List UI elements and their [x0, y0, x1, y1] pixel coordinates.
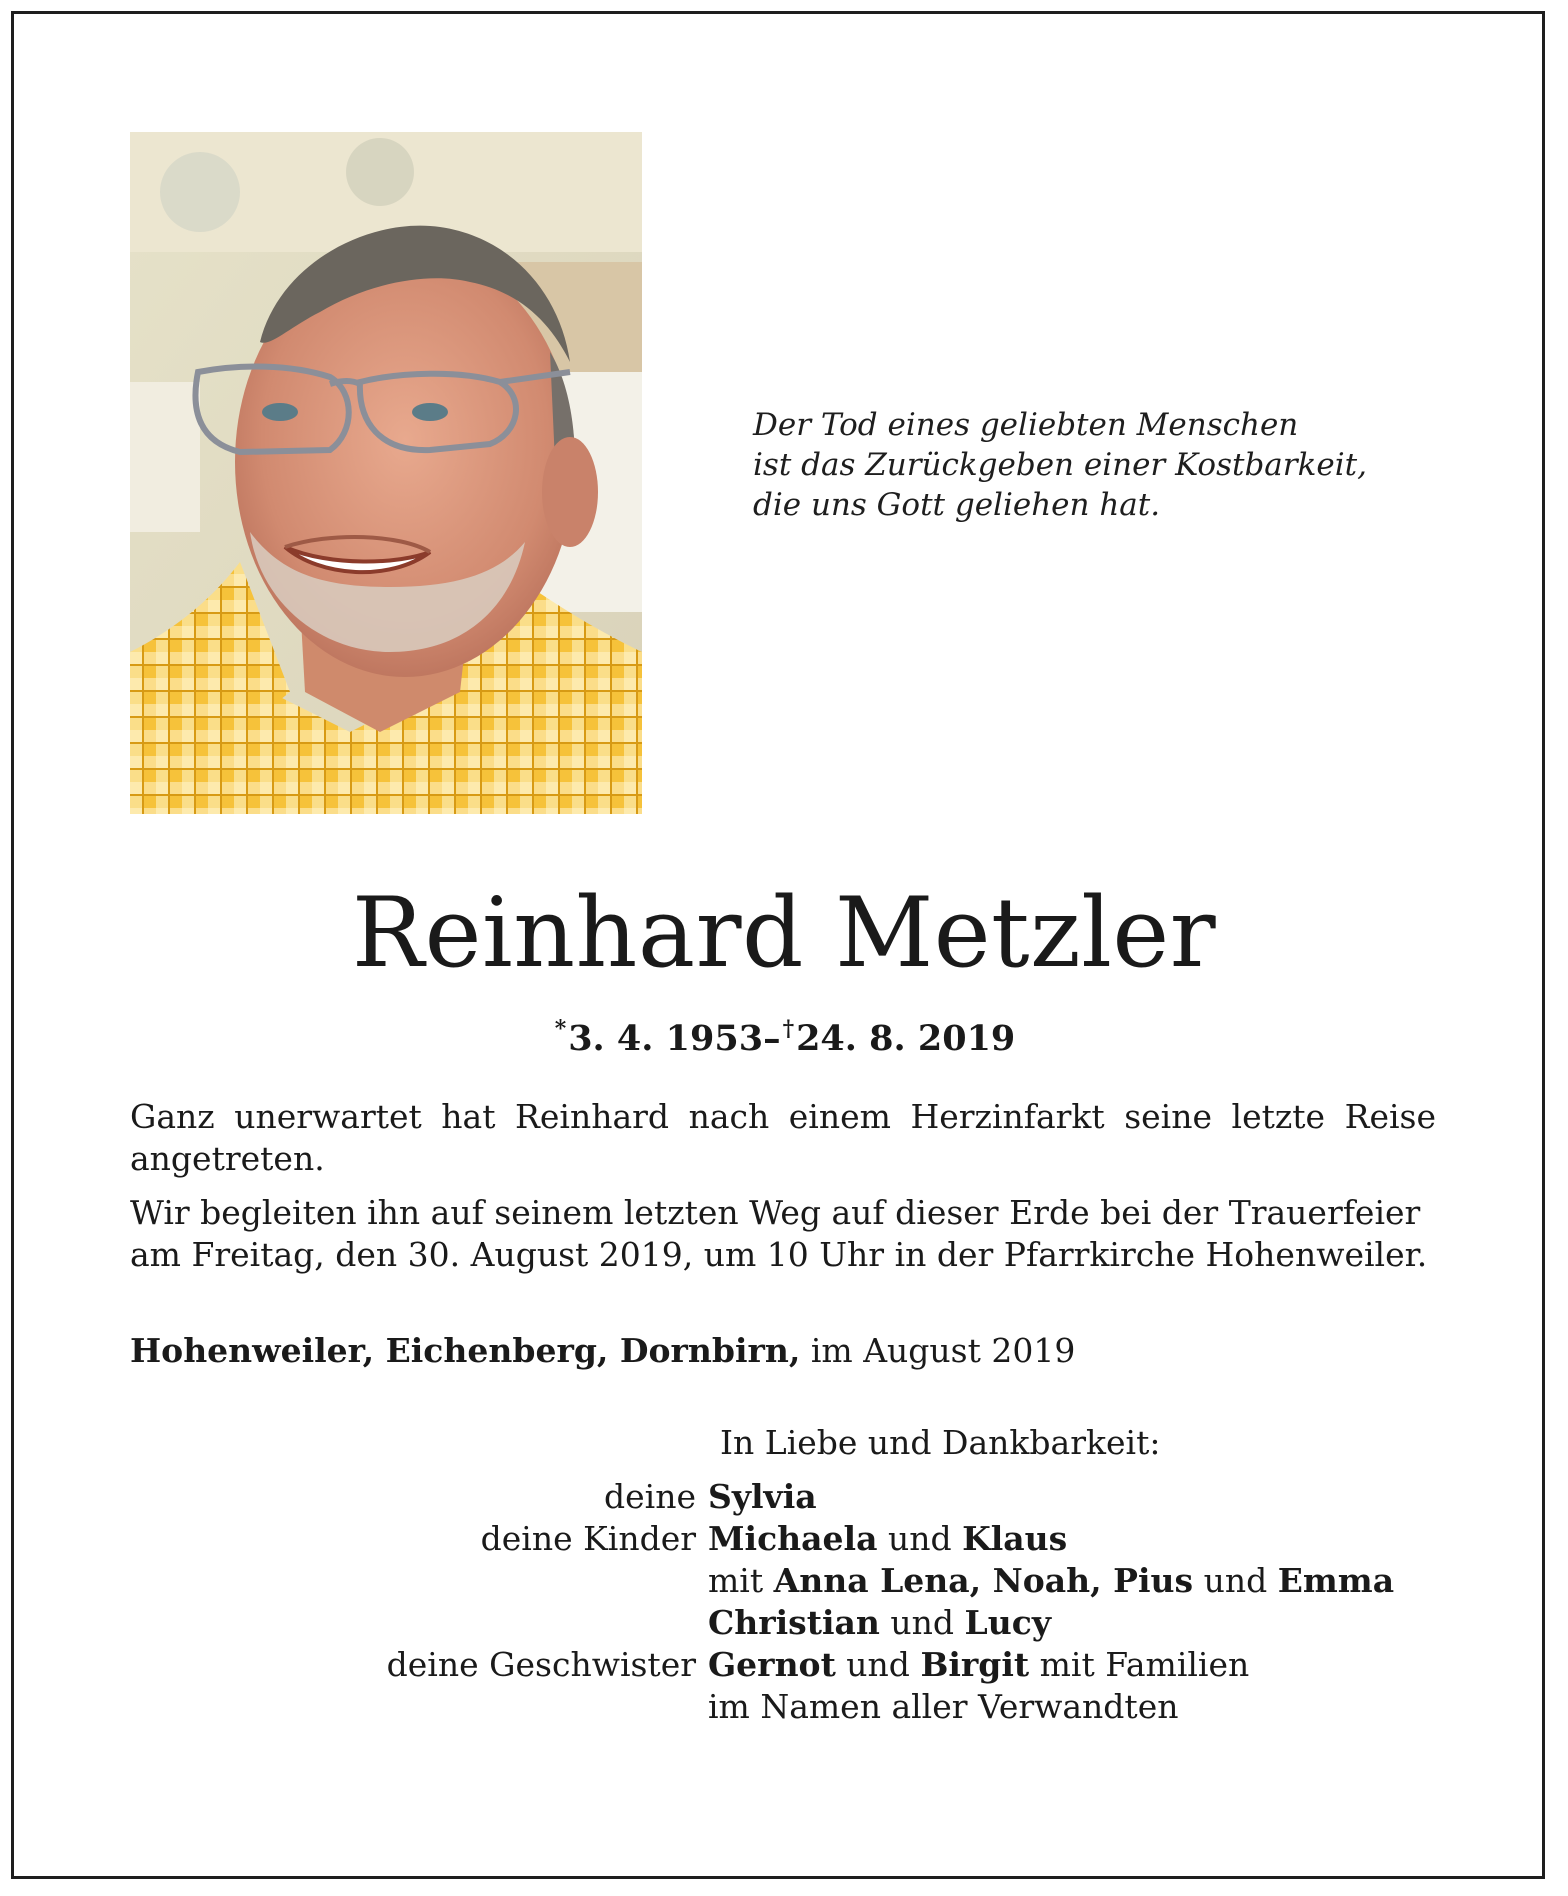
place-date: im August 2019 [800, 1331, 1076, 1370]
life-dates [0, 1006, 1568, 1062]
mourner-names [708, 1644, 1249, 1686]
memorial-quote [753, 405, 1367, 525]
thanks-line: In Liebe und Dankbarkeit: [720, 1423, 1161, 1462]
relation-label [130, 1602, 708, 1644]
mourner-name: Lucy [964, 1603, 1052, 1642]
quote-line: Der Tod eines geliebten Menschen [753, 407, 1299, 443]
funeral-paragraph [130, 1192, 1436, 1276]
mourner-names [708, 1518, 1067, 1560]
birth-date: 3. 4. 1953 [568, 1018, 764, 1059]
deceased-name: Reinhard Metzler [351, 877, 1217, 989]
mourner-names [708, 1476, 817, 1518]
mourner-name: Klaus [962, 1519, 1068, 1558]
mourner-names [708, 1560, 1394, 1602]
conjunction: und [1193, 1561, 1278, 1600]
mourner-name: Sylvia [708, 1477, 817, 1516]
mourner-name: Anna Lena, Noah, Pius [773, 1561, 1194, 1600]
mourner-row [130, 1644, 1450, 1686]
mourner-row [130, 1686, 1450, 1728]
mourner-suffix: mit Familien [1029, 1645, 1250, 1684]
mourner-name: Michaela [708, 1519, 878, 1558]
relation-label: deine Geschwister [386, 1645, 696, 1684]
relation-label [130, 1560, 708, 1602]
place-names: Hohenweiler, Eichenberg, Dornbirn, [130, 1331, 801, 1370]
mourner-name: Gernot [708, 1645, 836, 1684]
mourner-name: Emma [1277, 1561, 1395, 1600]
mourner-row [130, 1560, 1450, 1602]
birth-star-symbol: * [554, 1016, 567, 1042]
mourner-name: Birgit [920, 1645, 1030, 1684]
date-separator: – [763, 1018, 781, 1059]
quote-line: ist das Zurückgeben einer Kostbarkeit, [753, 447, 1367, 483]
relation-label [130, 1686, 708, 1728]
closing-line: im Namen aller Verwandten [708, 1687, 1179, 1726]
mourners-list [130, 1476, 1450, 1728]
death-cross-symbol: † [782, 1016, 795, 1042]
conjunction: mit [708, 1561, 774, 1600]
mourner-names [708, 1602, 1051, 1644]
death-date: 24. 8. 2019 [796, 1018, 1016, 1059]
mourner-row [130, 1602, 1450, 1644]
mourner-row [130, 1476, 1450, 1518]
conjunction: und [879, 1603, 965, 1642]
relation-label: deine Kinder [480, 1519, 696, 1558]
conjunction: und [835, 1645, 921, 1684]
mourner-name: Christian [708, 1603, 880, 1642]
paragraph-line: Ganz unerwartet hat Reinhard nach einem Herzinfarkt seine letzte Reise [130, 1097, 1436, 1136]
quote-line: die uns Gott geliehen hat. [753, 487, 1161, 523]
conjunction: und [877, 1519, 963, 1558]
place-and-date [130, 1330, 1075, 1372]
paragraph-line: Wir begleiten ihn auf seinem letzten Weg auf dieser Erde bei der Trauerfeier [130, 1193, 1421, 1232]
paragraph-line: am Freitag, den 30. August 2019, um 10 Uhr in der Pfarrkirche Hohenweiler. [130, 1235, 1428, 1274]
mourner-row [130, 1518, 1450, 1560]
announcement-paragraph [130, 1096, 1436, 1180]
paragraph-line: angetreten. [130, 1139, 325, 1178]
portrait-photo [130, 132, 642, 814]
relation-label: deine [604, 1477, 696, 1516]
